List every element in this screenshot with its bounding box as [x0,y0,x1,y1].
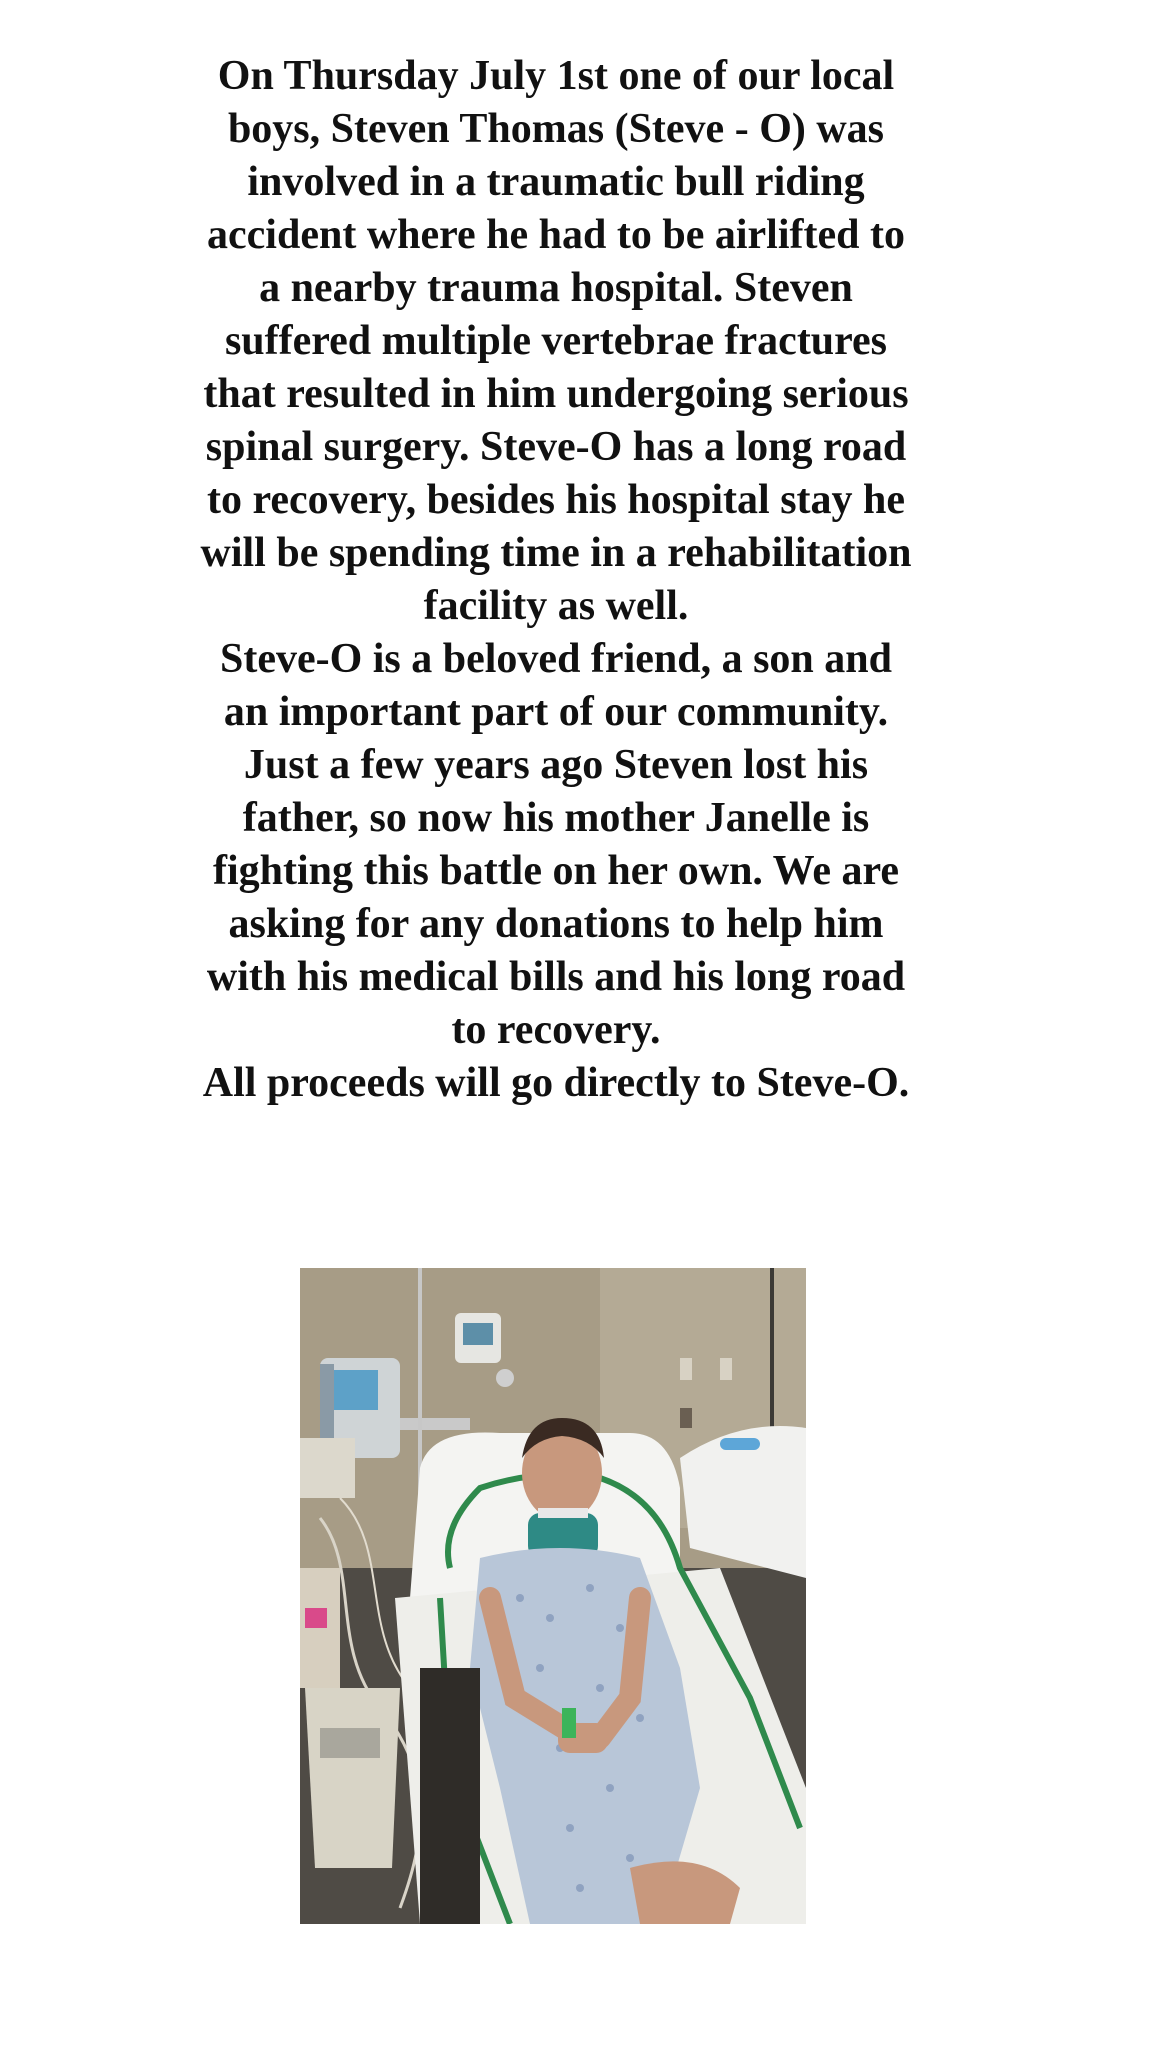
photo-illustration [300,1268,806,1924]
trash-can-icon [305,1688,400,1868]
appeal-text [200,50,912,1110]
appeal-paragraph-accident: On Thursday July 1st one of our local boys, Steven Thomas (Steve - O) was involved in a traumatic bull riding accident where he had to be airlifted to a nearby trauma hospital. Steven suffered multiple vertebrae fractures that resulted in him undergoing serious spinal surgery. Steve-O has a long road to recovery, besides his hospital stay he will be spending time in a rehabilitation facility as well. [200,53,912,629]
appeal-paragraph-family: Steve-O is a beloved friend, a son and an important part of our community. Just a few years ago Steven lost his father, so now his mother Janelle is fighting this battle on her own. We are asking for any donations to help him with his medical bills and his long road to recovery. [206,636,906,1053]
appeal-paragraph-proceeds: All proceeds will go directly to Steve-O. [202,1060,910,1106]
hospital-patient-photo [300,1268,806,1924]
